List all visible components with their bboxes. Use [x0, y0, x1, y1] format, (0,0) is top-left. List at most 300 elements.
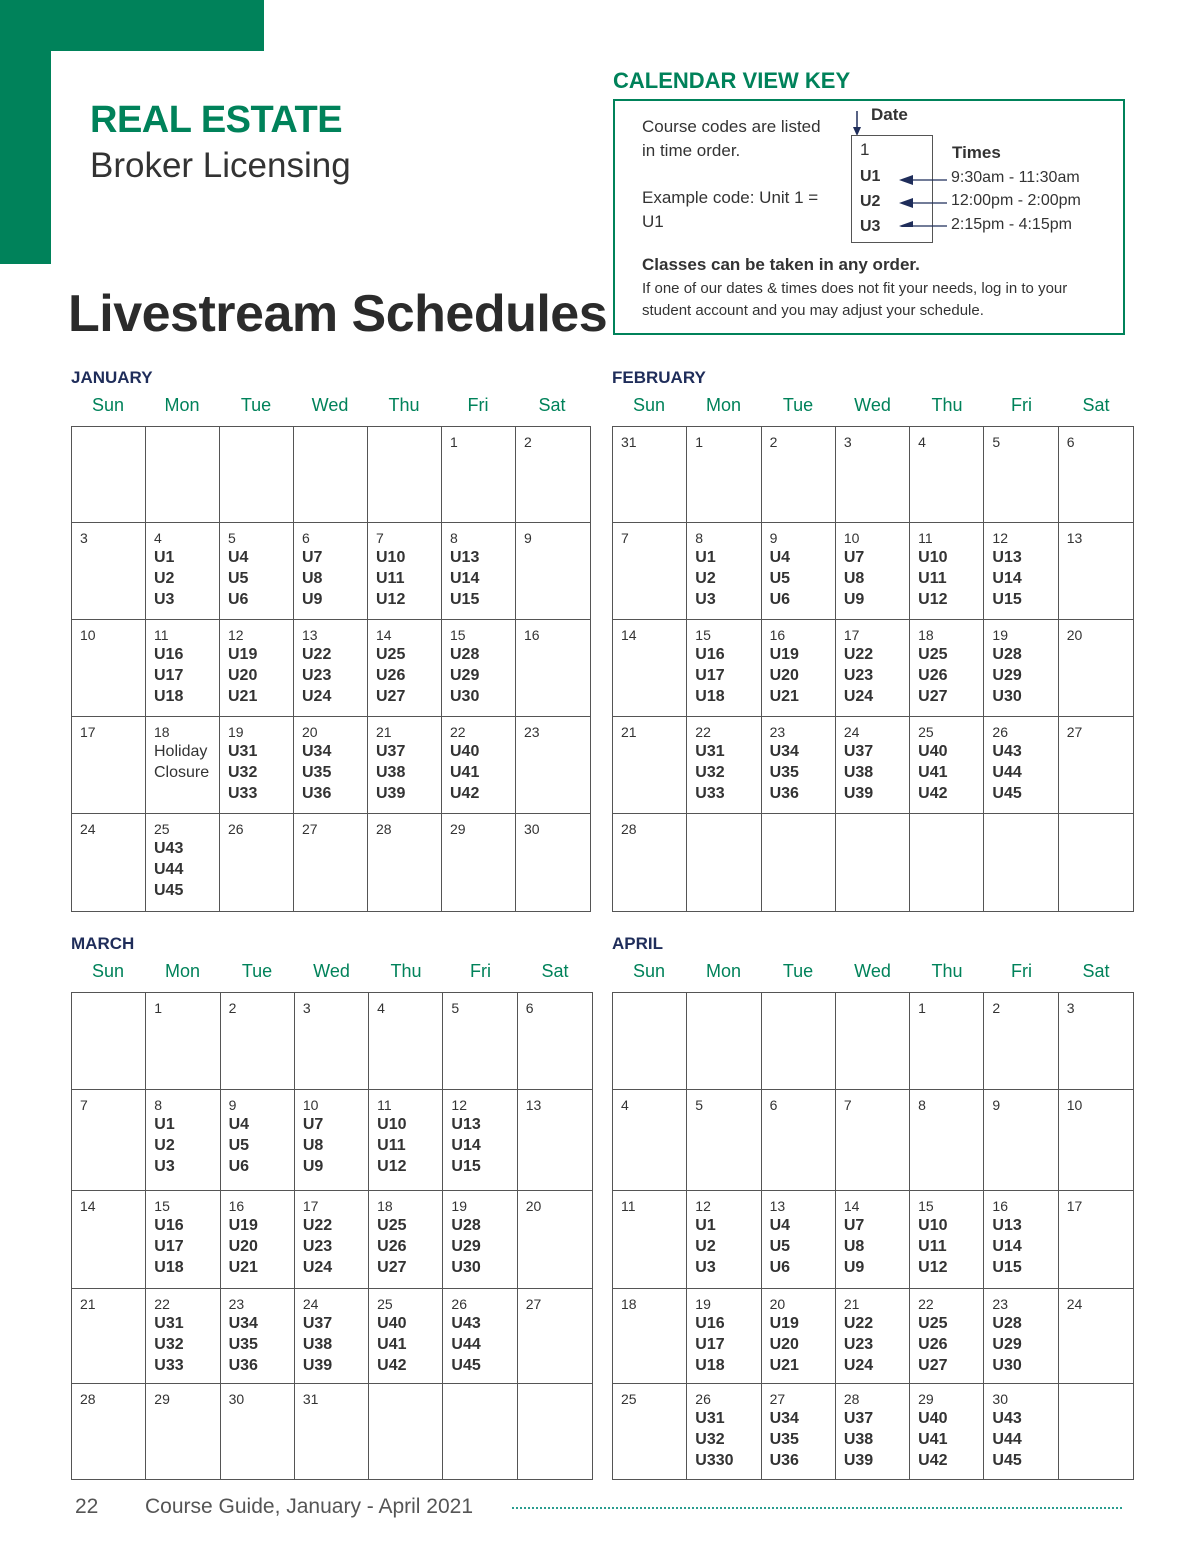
calendar-day-cell	[146, 1090, 220, 1191]
calendar-day-cell	[984, 1090, 1058, 1191]
calendar-day-cell	[72, 717, 146, 814]
unit-codes: U31 U32 U330	[695, 1410, 734, 1469]
page-number: 22	[75, 1495, 99, 1518]
calendar-day-cell	[762, 717, 836, 814]
calendar-day-cell	[369, 1090, 443, 1191]
day-number: 4	[918, 434, 926, 450]
day-number: 19	[451, 1198, 467, 1214]
unit-codes: U7 U8 U9	[302, 1116, 324, 1175]
calendar-day-cell	[613, 814, 687, 911]
calendar-day-cell	[220, 814, 294, 911]
calendar-day-cell	[836, 1090, 910, 1191]
day-number: 12	[228, 627, 244, 643]
weekday-label: Sat	[541, 961, 569, 981]
day-number: 10	[843, 530, 860, 546]
unit-codes: U34 U35 U36	[228, 1315, 258, 1374]
calendar-day-cell	[613, 1384, 687, 1479]
day-number: 15	[450, 627, 466, 643]
calendar-day-cell	[836, 993, 910, 1090]
holiday-note: Holiday Closure	[154, 743, 210, 781]
weekday-label: Mon	[164, 395, 200, 415]
calendar-day-cell	[687, 427, 761, 523]
calendar-day-cell	[518, 993, 592, 1090]
calendar-day-cell	[1059, 717, 1133, 814]
calendar-day-cell	[836, 717, 910, 814]
day-number: 1	[695, 434, 704, 450]
calendar-day-cell	[221, 1289, 295, 1384]
day-number: 8	[154, 1097, 163, 1113]
day-number: 27	[302, 821, 318, 837]
calendar-key	[613, 99, 1125, 335]
calendar-day-cell	[984, 993, 1058, 1090]
day-number: 2	[992, 1000, 1001, 1016]
unit-codes: U19 U20 U21	[228, 646, 258, 705]
calendar-day-cell	[295, 1289, 369, 1384]
footer-divider	[512, 1507, 1122, 1509]
month-name: JANUARY	[71, 368, 153, 387]
calendar-day-cell	[910, 717, 984, 814]
day-number: 14	[843, 1198, 860, 1214]
day-number: 11	[621, 1198, 636, 1214]
unit-codes: U19 U20 U21	[769, 646, 799, 705]
day-number: 12	[451, 1097, 467, 1113]
day-number: 28	[621, 821, 637, 837]
calendar-day-cell	[687, 620, 761, 717]
unit-codes: U13 U14 U15	[450, 549, 480, 608]
calendar-day-cell	[146, 993, 220, 1090]
unit-codes: U31 U32 U33	[228, 743, 258, 802]
unit-codes: U43 U44 U45	[992, 743, 1022, 802]
calendar-day-cell	[442, 523, 516, 620]
weekday-label: Fri	[467, 395, 489, 415]
unit-codes: U13 U14 U15	[992, 549, 1022, 608]
day-number: 25	[918, 724, 934, 740]
unit-codes: U13 U14 U15	[451, 1116, 481, 1175]
calendar-day-cell	[518, 1384, 592, 1479]
calendar-day-cell	[762, 427, 836, 523]
calendar-day-cell	[146, 717, 220, 814]
brand-color-bar	[0, 0, 51, 264]
day-number: 6	[1066, 434, 1075, 450]
calendar-day-cell	[762, 1384, 836, 1479]
calendar-day-cell	[220, 717, 294, 814]
calendar-day-cell	[836, 1289, 910, 1384]
day-number: 29	[154, 1391, 170, 1407]
weekday-label: Wed	[854, 961, 891, 981]
unit-codes: U25 U26 U27	[377, 1217, 407, 1276]
unit-codes: U10 U11 U12	[918, 1217, 948, 1276]
unit-codes: U28 U29 U30	[450, 646, 480, 705]
weekday-label: Thu	[931, 395, 963, 415]
unit-codes: U22 U23 U24	[843, 1315, 874, 1374]
weekday-label: Thu	[931, 961, 963, 981]
day-number: 31	[302, 1391, 319, 1407]
day-number: 24	[1066, 1296, 1083, 1312]
program-subtitle: Broker Licensing	[90, 146, 351, 185]
day-number: 1	[918, 1000, 926, 1016]
unit-codes: U34 U35 U36	[302, 743, 332, 802]
calendar-day-cell	[442, 717, 516, 814]
unit-codes: U37 U38 U39	[376, 743, 406, 802]
unit-codes: U16 U17 U18	[154, 646, 184, 705]
calendar-day-cell	[146, 1191, 220, 1289]
calendar-day-cell	[910, 620, 984, 717]
key-unit: U2	[860, 193, 881, 210]
calendar-day-cell	[762, 1191, 836, 1289]
day-number: 24	[843, 724, 860, 740]
day-number: 5	[695, 1097, 704, 1113]
calendar-grid	[612, 426, 1134, 912]
calendar-day-cell	[518, 1289, 592, 1384]
calendar-day-cell	[910, 1090, 984, 1191]
unit-codes: U1 U2 U3	[154, 549, 175, 608]
unit-codes: U22 U23 U24	[843, 646, 874, 705]
weekday-label: Wed	[311, 395, 349, 415]
calendar-day-cell	[762, 1090, 836, 1191]
day-number: 21	[843, 1296, 860, 1312]
left-arrow-icons	[899, 167, 949, 227]
weekday-label: Mon	[705, 395, 741, 415]
key-time: 9:30am - 11:30am	[951, 169, 1080, 186]
calendar-day-cell	[294, 523, 368, 620]
day-number: 18	[377, 1198, 393, 1214]
calendar-day-cell	[836, 523, 910, 620]
calendar-day-cell	[220, 523, 294, 620]
day-number: 13	[769, 1198, 786, 1214]
day-number: 11	[377, 1097, 392, 1113]
calendar-day-cell	[72, 1191, 146, 1289]
weekday-label: Thu	[388, 395, 420, 415]
calendar-day-cell	[146, 1289, 220, 1384]
calendar-day-cell	[443, 1384, 517, 1479]
calendar-day-cell	[687, 1090, 761, 1191]
unit-codes: U25 U26 U27	[376, 646, 406, 705]
calendar-day-cell	[295, 993, 369, 1090]
unit-codes: U22 U23 U24	[302, 646, 332, 705]
calendar-day-cell	[836, 427, 910, 523]
calendar-day-cell	[687, 717, 761, 814]
calendar-day-cell	[72, 1090, 146, 1191]
calendar-day-cell	[146, 523, 220, 620]
key-time: 12:00pm - 2:00pm	[951, 192, 1081, 209]
day-number: 3	[1066, 1000, 1075, 1016]
unit-codes: U43 U44 U45	[992, 1410, 1022, 1469]
calendar-day-cell	[295, 1191, 369, 1289]
day-number: 27	[1066, 724, 1083, 740]
weekday-label: Fri	[1011, 395, 1032, 415]
day-number: 12	[695, 1198, 711, 1214]
calendar-day-cell	[368, 814, 442, 911]
day-number: 2	[228, 1000, 237, 1016]
day-number: 23	[228, 1296, 245, 1312]
calendar-day-cell	[1059, 1384, 1133, 1479]
weekday-label: Tue	[241, 961, 273, 981]
day-number: 24	[302, 1296, 319, 1312]
calendar-day-cell	[146, 1384, 220, 1479]
calendar-day-cell	[984, 814, 1058, 911]
calendar-day-cell	[613, 523, 687, 620]
day-number: 1	[154, 1000, 163, 1016]
unit-codes: U7 U8 U9	[843, 549, 865, 608]
day-number: 20	[769, 1296, 786, 1312]
day-number: 13	[525, 1097, 542, 1113]
calendar-day-cell	[146, 620, 220, 717]
day-number: 15	[154, 1198, 170, 1214]
day-number: 7	[843, 1097, 852, 1113]
calendar-day-cell	[687, 1191, 761, 1289]
key-date-number: 1	[860, 140, 870, 159]
unit-codes: U28 U29 U30	[992, 646, 1022, 705]
day-number: 21	[376, 724, 392, 740]
day-number: 10	[80, 627, 96, 643]
day-number: 11	[918, 530, 933, 546]
calendar-day-cell	[910, 427, 984, 523]
weekday-label: Mon	[164, 961, 200, 981]
day-number: 23	[992, 1296, 1008, 1312]
calendar-day-cell	[442, 814, 516, 911]
calendar-day-cell	[613, 993, 687, 1090]
day-number: 25	[621, 1391, 637, 1407]
key-note-heading: Classes can be taken in any order.	[642, 255, 920, 274]
day-number: 24	[80, 821, 96, 837]
day-number: 18	[918, 627, 934, 643]
day-number: 27	[525, 1296, 542, 1312]
unit-codes: U40 U41 U42	[918, 1410, 948, 1469]
day-number: 25	[377, 1296, 393, 1312]
unit-codes: U25 U26 U27	[918, 646, 948, 705]
weekday-label: Sun	[632, 395, 666, 415]
calendar-day-cell	[294, 717, 368, 814]
calendar-day-cell	[984, 427, 1058, 523]
day-number: 9	[769, 530, 778, 546]
calendar-day-cell	[442, 427, 516, 523]
key-unit: U1	[860, 168, 881, 185]
month-name: MARCH	[71, 934, 135, 953]
day-number: 9	[524, 530, 532, 546]
weekday-label: Wed	[854, 395, 891, 415]
unit-codes: U16 U17 U18	[154, 1217, 184, 1276]
unit-codes: U40 U41 U42	[918, 743, 948, 802]
calendar-key-title: CALENDAR VIEW KEY	[613, 68, 851, 93]
unit-codes: U43 U44 U45	[154, 840, 184, 899]
day-number: 6	[769, 1097, 778, 1113]
weekday-label: Thu	[390, 961, 422, 981]
day-number: 19	[228, 724, 244, 740]
calendar-day-cell	[910, 1384, 984, 1479]
day-number: 14	[376, 627, 392, 643]
key-text-order: Course codes are listed in time order.	[642, 117, 821, 160]
day-number: 16	[769, 627, 786, 643]
weekday-label: Wed	[313, 961, 350, 981]
program-title: REAL ESTATE	[90, 99, 343, 141]
calendar-day-cell	[294, 814, 368, 911]
calendar-day-cell	[836, 1191, 910, 1289]
weekday-label: Tue	[240, 395, 272, 415]
calendar-day-cell	[221, 1191, 295, 1289]
calendar-day-cell	[369, 1289, 443, 1384]
weekday-label: Fri	[470, 961, 491, 981]
calendar-day-cell	[221, 1090, 295, 1191]
day-number: 5	[228, 530, 236, 546]
day-number: 10	[1066, 1097, 1083, 1113]
day-number: 23	[769, 724, 786, 740]
calendar-day-cell	[910, 814, 984, 911]
calendar-day-cell	[72, 814, 146, 911]
calendar-grid	[71, 992, 593, 1480]
unit-codes: U37 U38 U39	[843, 743, 874, 802]
calendar-day-cell	[1059, 1191, 1133, 1289]
unit-codes: U40 U41 U42	[450, 743, 480, 802]
calendar-day-cell	[984, 1384, 1058, 1479]
key-note: If one of our dates & times does not fit your needs, log in to your student account and you may adjust your schedule.	[642, 280, 1068, 319]
unit-codes: U13 U14 U15	[992, 1217, 1022, 1276]
day-number: 20	[1066, 627, 1083, 643]
day-number: 30	[228, 1391, 245, 1407]
key-time: 2:15pm - 4:15pm	[951, 216, 1072, 233]
unit-codes: U16 U17 U18	[695, 646, 725, 705]
unit-codes: U34 U35 U36	[769, 1410, 799, 1469]
day-number: 2	[524, 434, 532, 450]
day-number: 19	[992, 627, 1008, 643]
weekday-label: Tue	[782, 395, 814, 415]
calendar-day-cell	[295, 1384, 369, 1479]
calendar-day-cell	[910, 993, 984, 1090]
calendar-day-cell	[369, 993, 443, 1090]
calendar-day-cell	[294, 427, 368, 523]
day-number: 20	[525, 1198, 542, 1214]
day-number: 4	[621, 1097, 629, 1113]
day-number: 2	[769, 434, 778, 450]
calendar-day-cell	[836, 1384, 910, 1479]
calendar-day-cell	[369, 1191, 443, 1289]
calendar-day-cell	[984, 717, 1058, 814]
day-number: 15	[918, 1198, 934, 1214]
calendar-day-cell	[443, 1191, 517, 1289]
unit-codes: U10 U11 U12	[918, 549, 948, 608]
calendar-day-cell	[295, 1090, 369, 1191]
calendar-day-cell	[762, 620, 836, 717]
unit-codes: U43 U44 U45	[451, 1315, 481, 1374]
day-number: 22	[918, 1296, 934, 1312]
calendar-day-cell	[984, 523, 1058, 620]
calendar-day-cell	[687, 523, 761, 620]
calendar-day-cell	[368, 620, 442, 717]
key-unit: U3	[860, 218, 881, 235]
unit-codes: U37 U38 U39	[843, 1410, 874, 1469]
weekday-label: Sat	[1082, 961, 1110, 981]
calendar-day-cell	[443, 1289, 517, 1384]
day-number: 5	[451, 1000, 460, 1016]
calendar-day-cell	[442, 620, 516, 717]
day-number: 3	[843, 434, 852, 450]
day-number: 1	[450, 434, 458, 450]
calendar-day-cell	[368, 717, 442, 814]
day-number: 17	[1066, 1198, 1083, 1214]
calendar-day-cell	[613, 1191, 687, 1289]
weekday-label: Sun	[632, 961, 666, 981]
calendar-day-cell	[984, 1289, 1058, 1384]
calendar-day-cell	[687, 1289, 761, 1384]
day-number: 12	[992, 530, 1008, 546]
day-number: 9	[992, 1097, 1001, 1113]
day-number: 18	[154, 724, 170, 740]
calendar-day-cell	[1059, 1090, 1133, 1191]
unit-codes: U37 U38 U39	[302, 1315, 333, 1374]
calendar-day-cell	[984, 620, 1058, 717]
weekday-label: Tue	[782, 961, 814, 981]
calendar-day-cell	[221, 993, 295, 1090]
calendar-day-cell	[762, 814, 836, 911]
weekday-label: Sat	[1082, 395, 1110, 415]
day-number: 29	[918, 1391, 934, 1407]
calendar-day-cell	[72, 620, 146, 717]
calendar-day-cell	[1059, 1289, 1133, 1384]
day-number: 27	[769, 1391, 786, 1407]
day-number: 25	[154, 821, 170, 837]
unit-codes: U10 U11 U12	[376, 549, 406, 608]
day-number: 6	[302, 530, 310, 546]
calendar-day-cell	[687, 814, 761, 911]
calendar-day-cell	[613, 427, 687, 523]
unit-codes: U7 U8 U9	[302, 549, 323, 608]
unit-codes: U1 U2 U3	[695, 1217, 716, 1276]
day-number: 28	[376, 821, 392, 837]
calendar-grid	[612, 992, 1134, 1480]
day-number: 11	[154, 627, 169, 643]
day-number: 26	[695, 1391, 711, 1407]
unit-codes: U28 U29 U30	[451, 1217, 481, 1276]
month-name: FEBRUARY	[612, 368, 706, 387]
day-number: 16	[992, 1198, 1008, 1214]
unit-codes: U4 U5 U6	[228, 549, 249, 608]
day-number: 13	[302, 627, 318, 643]
calendar-day-cell	[220, 427, 294, 523]
day-number: 16	[228, 1198, 245, 1214]
unit-codes: U22 U23 U24	[302, 1217, 333, 1276]
day-number: 4	[154, 530, 162, 546]
calendar-day-cell	[220, 620, 294, 717]
calendar-grid	[71, 426, 591, 912]
calendar-day-cell	[1059, 620, 1133, 717]
day-number: 16	[524, 627, 540, 643]
calendar-day-cell	[762, 1289, 836, 1384]
day-number: 28	[80, 1391, 96, 1407]
day-number: 5	[992, 434, 1001, 450]
calendar-day-cell	[518, 1191, 592, 1289]
unit-codes: U31 U32 U33	[695, 743, 725, 802]
day-number: 17	[843, 627, 860, 643]
calendar-day-cell	[72, 1384, 146, 1479]
day-number: 10	[302, 1097, 319, 1113]
title-block	[90, 98, 351, 188]
calendar-day-cell	[146, 814, 220, 911]
calendar-day-cell	[443, 1090, 517, 1191]
calendar-day-cell	[984, 1191, 1058, 1289]
unit-codes: U10 U11 U12	[377, 1116, 407, 1175]
day-number: 15	[695, 627, 711, 643]
day-number: 30	[992, 1391, 1008, 1407]
day-number: 6	[525, 1000, 534, 1016]
unit-codes: U19 U20 U21	[769, 1315, 799, 1374]
key-times-label: Times	[952, 143, 1001, 162]
calendar-day-cell	[613, 717, 687, 814]
weekday-label: Sat	[538, 395, 566, 415]
day-number: 26	[992, 724, 1008, 740]
day-number: 26	[228, 821, 244, 837]
calendar-day-cell	[516, 523, 590, 620]
unit-codes: U25 U26 U27	[918, 1315, 948, 1374]
day-number: 22	[154, 1296, 170, 1312]
